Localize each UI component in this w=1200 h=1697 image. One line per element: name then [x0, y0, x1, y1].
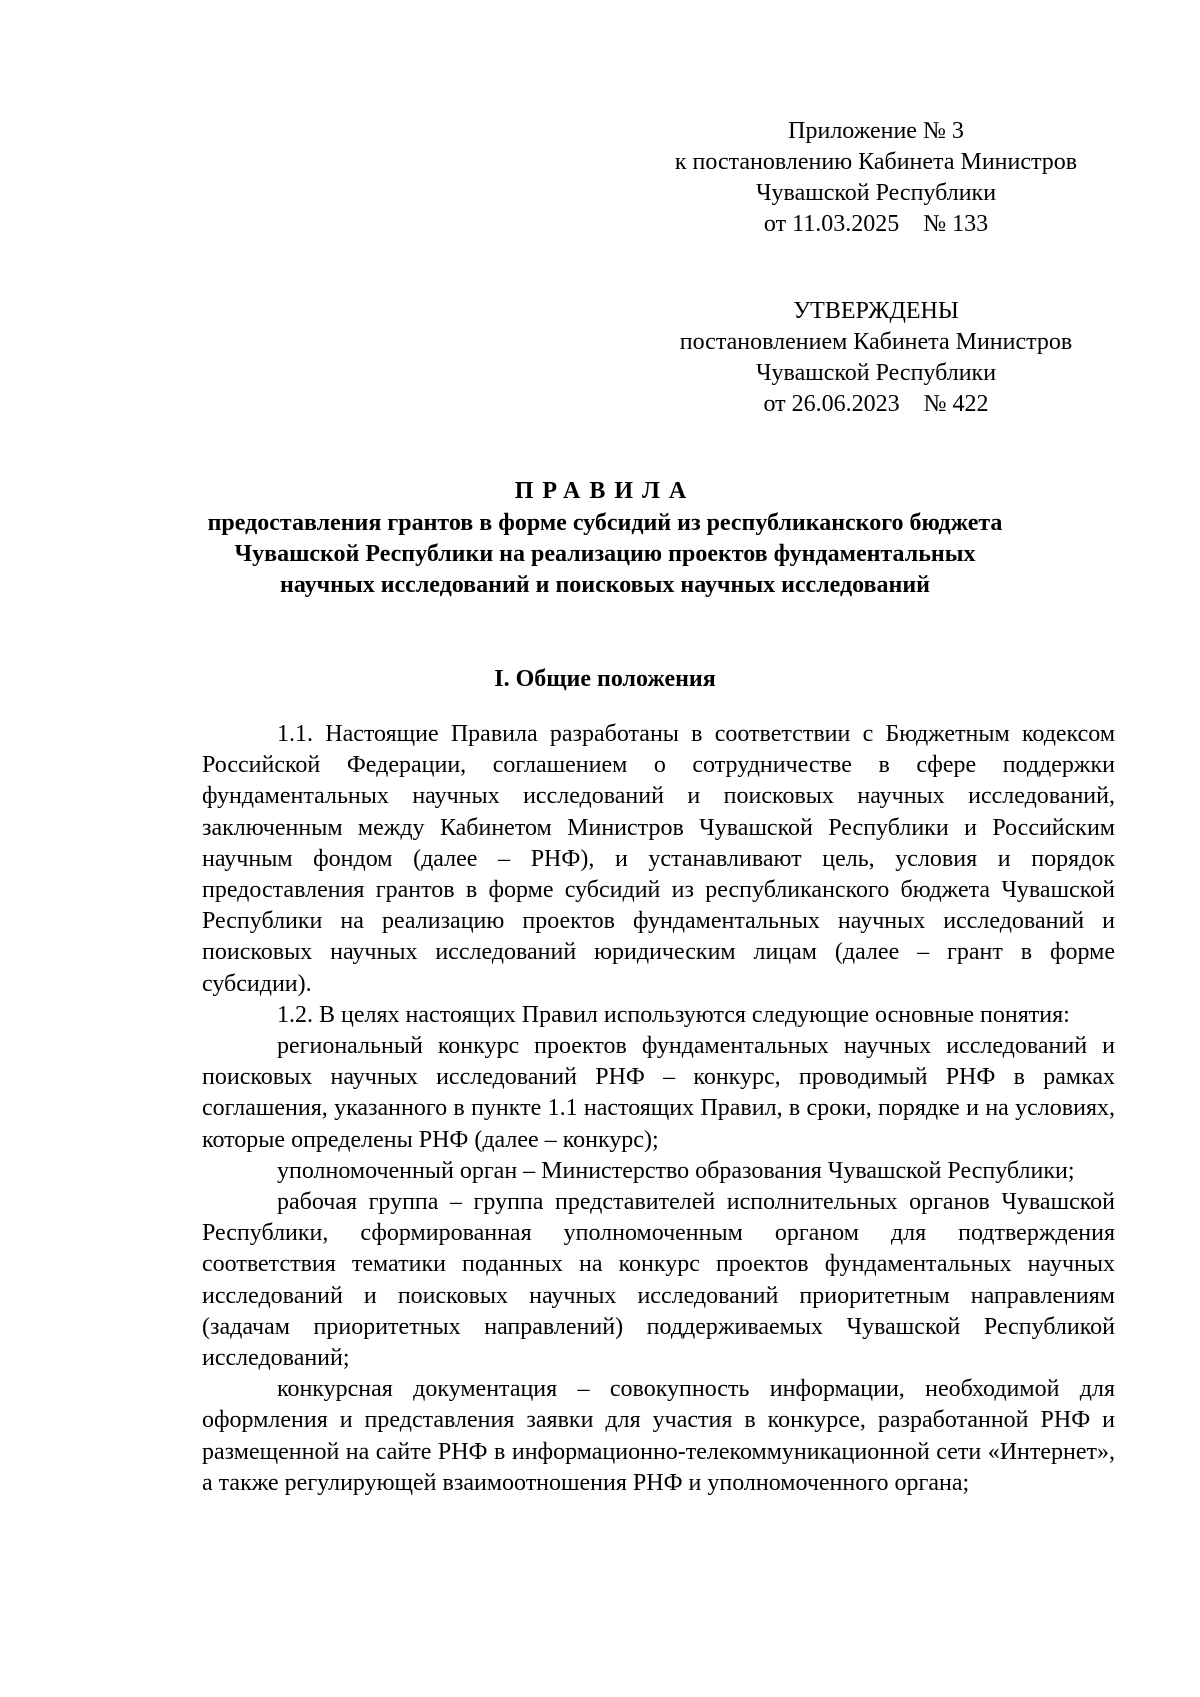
definition-authorized-body: уполномоченный орган – Министерство образования Чувашской Республики; — [277, 1157, 1075, 1184]
appendix-resolution-ref: к постановлению Кабинета Министров — [674, 149, 1078, 175]
definition-contest-documentation: конкурсная документация – совокупность информации, необходимой для оформления и представления заявки для участия в конкурсе, разработанной РНФ и размещенной на сайте РНФ в информационно-телекоммуникационной сети «Интернет», а также регулирующей взаимоотношения РНФ и уполномоченного органа; — [202, 1376, 1115, 1496]
approval-republic: Чувашской Республики — [755, 360, 997, 386]
approval-date-number: от 26.06.2023 № 422 — [763, 391, 989, 417]
appendix-header — [636, 116, 1116, 240]
appendix-date-number: от 11.03.2025 № 133 — [763, 211, 989, 237]
approval-stamp-word: УТВЕРЖДЕНЫ — [793, 298, 959, 324]
title-word: ПРАВИЛА — [514, 478, 696, 504]
section-heading: I. Общие положения — [494, 666, 716, 692]
paragraph-1-1: 1.1. Настоящие Правила разработаны в соответствии с Бюджетным кодексом Российской Федерации, соглашением о сотрудничестве в сфере поддержки фундаментальных научных исследований и поисковых научных исследований, заключенным между Кабинетом Министров Чувашской Республики и Российским научным фондом (далее – РНФ), и устанавливают цель, условия и порядок предоставления грантов в форме субсидий из республиканского бюджета Чувашской Республики на реализацию проектов фундаментальных научных исследований и поисковых научных исследований юридическим лицам (далее – грант в форме субсидии). — [202, 721, 1115, 997]
definition-regional-contest: региональный конкурс проектов фундаментальных научных исследований и поисковых научных исследований РНФ – конкурс, проводимый РНФ в рамках соглашения, указанного в пункте 1.1 настоящих Правил, в сроки, порядке и на условиях, которые определены РНФ (далее – конкурс); — [202, 1033, 1115, 1153]
appendix-republic: Чувашской Республики — [755, 180, 997, 206]
title-line: научных исследований и поисковых научных исследований — [279, 572, 930, 598]
definition-working-group: рабочая группа – группа представителей исполнительных органов Чувашской Республики, сформированная уполномоченным органом для подтверждения соответствия тематики поданных на конкурс проектов фундаментальных научных исследований и поисковых научных исследований приоритетным направлениям (задачам приоритетных направлений) поддерживаемых Чувашской Республикой исследований; — [202, 1189, 1115, 1372]
approval-resolution-ref: постановлением Кабинета Министров — [679, 329, 1073, 355]
title-line: предоставления грантов в форме субсидий из республиканского бюджета — [207, 510, 1003, 536]
approval-header — [636, 296, 1116, 420]
body-text — [202, 719, 1115, 1499]
appendix-number: Приложение № 3 — [788, 118, 964, 144]
paragraph-1-2: 1.2. В целях настоящих Правил используются следующие основные понятия: — [277, 1001, 1070, 1028]
document-title — [165, 476, 1045, 601]
title-line: Чувашской Республики на реализацию проектов фундаментальных — [234, 541, 976, 567]
